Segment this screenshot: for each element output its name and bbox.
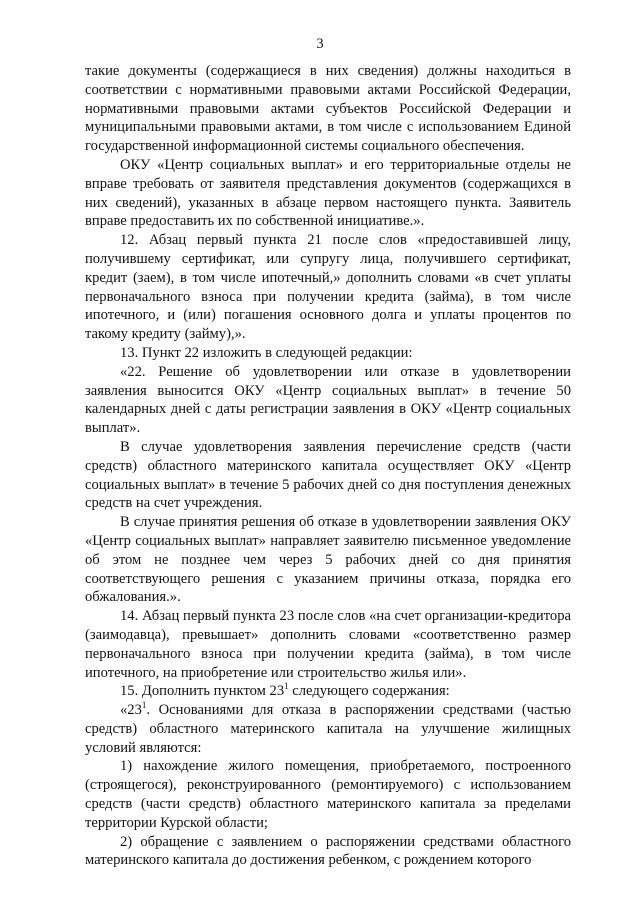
paragraph: В случае принятия решения об отказе в удовлетворении заявления ОКУ «Центр социальных выплат» направляет заявителю письменное уведомление об этом не позднее чем через 5 рабочих дней со дня принятия соответствующего решения с указанием причины отказа, порядка его обжалования.».: [85, 514, 571, 606]
paragraph: ОКУ «Центр социальных выплат» и его территориальные отделы не вправе требовать от заявителя представления документов (содержащихся в них сведений), указанных в абзаце первом настоящего пункта. Заявитель вправе предоставить их по собственной инициативе.».: [85, 156, 571, 230]
paragraph: 12. Абзац первый пункта 21 после слов «предоставившей лицу, получившему сертификат, или супругу лица, получившего сертификат, кредит (заем), в том числе ипотечный,» дополнить словами «в счет уплаты первоначального взноса при получении кредита (займа), в том числе ипотечного, и (или) погашения основного долга и уплаты процентов по такому кредиту (займу),».: [85, 232, 571, 343]
paragraph: 1) нахождение жилого помещения, приобретаемого, построенного (строящегося), реконструированного (ремонтируемого) с использованием средств (части средств) областного материнского капитала за пределами территории Курской области;: [85, 758, 571, 831]
page-number: 3: [316, 36, 324, 52]
paragraph: [85, 701, 571, 757]
paragraph-text: «23: [120, 702, 142, 719]
paragraph-text: . Основаниями для отказа в распоряжении средствами (частью средств) областного материнского капитала на улучшение жилищных условий являются:: [85, 702, 571, 756]
paragraph-text: следующего содержания:: [288, 683, 450, 700]
paragraph: [85, 682, 571, 701]
paragraph: В случае удовлетворения заявления перечисление средств (части средств) областного материнского капитала осуществляет ОКУ «Центр социальных выплат» в течение 5 рабочих дней со дня поступления денежных средств на счет учреждения.: [85, 438, 571, 512]
document-body: [85, 62, 571, 870]
paragraph: «22. Решение об удовлетворении или отказе в удовлетворении заявления выносится ОКУ «Центр социальных выплат» в течение 50 календарных дней с даты регистрации заявления в ОКУ «Центр социальных выплат».: [85, 363, 571, 437]
paragraph-text: 15. Дополнить пунктом 23: [120, 683, 285, 700]
paragraph: такие документы (содержащиеся в них сведения) должны находиться в соответствии с нормативными правовыми актами Российской Федерации, нормативными правовыми актами субъектов Российской Федерации и муниципальными правовыми актами, в том числе с использованием Единой государственной информационной системы социального обеспечения.: [85, 63, 571, 155]
paragraph: 14. Абзац первый пункта 23 после слов «на счет организации-кредитора (заимодавца), превышает» дополнить словами «соответственно размер первоначального взноса при получении кредита (займа), в том числе ипотечного, на приобретение или строительство жилья или».: [85, 608, 571, 681]
paragraph: 13. Пункт 22 изложить в следующей редакции:: [120, 344, 413, 361]
superscript: 1: [284, 681, 289, 692]
superscript: 1: [141, 700, 147, 711]
paragraph: 2) обращение с заявлением о распоряжении средствами областного материнского капитала до достижения ребенком, с рождением которого: [85, 833, 571, 869]
